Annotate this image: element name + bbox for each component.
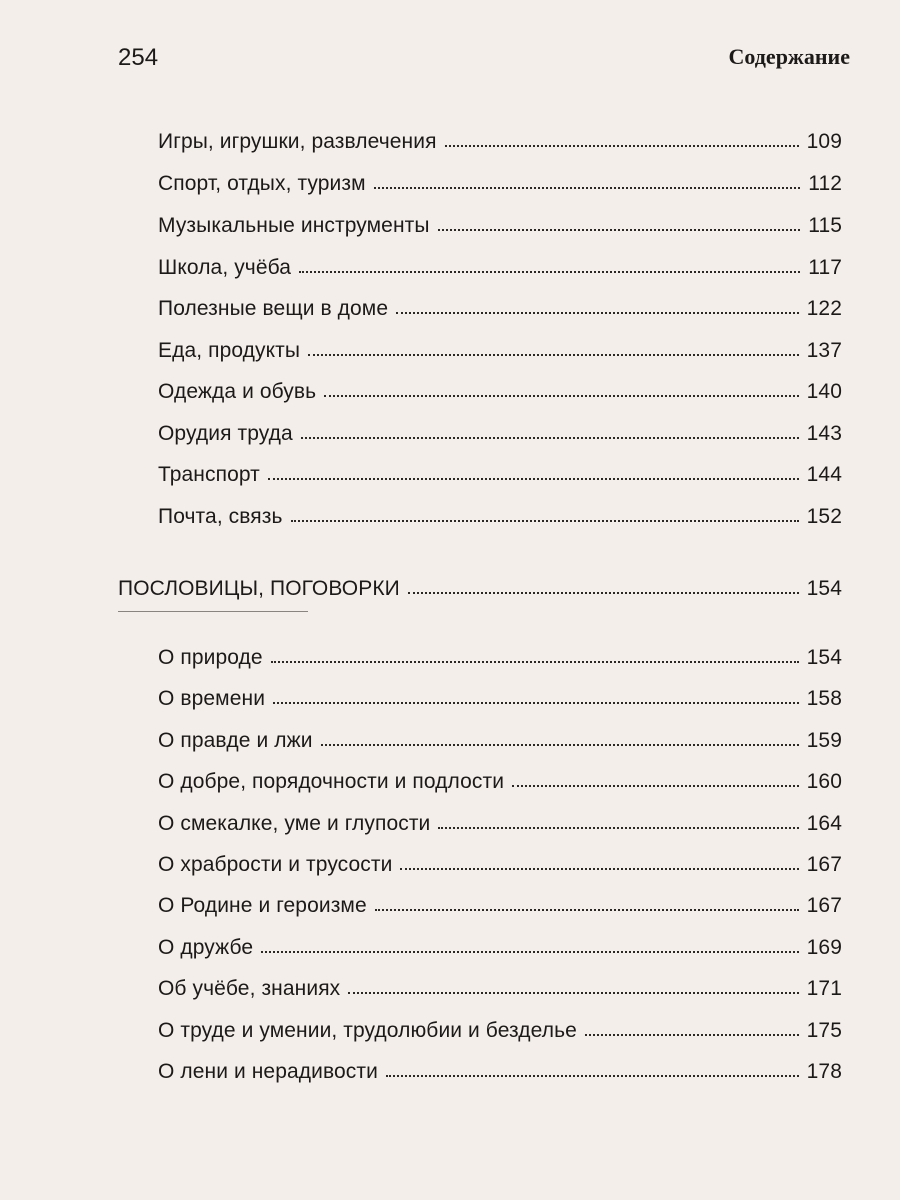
section-title: ПОСЛОВИЦЫ, ПОГОВОРКИ xyxy=(118,577,400,600)
dot-leader xyxy=(396,312,799,314)
dot-leader xyxy=(268,478,799,480)
toc-entry[interactable] xyxy=(158,640,842,670)
toc-entry[interactable] xyxy=(158,457,842,487)
toc-entry[interactable] xyxy=(158,416,842,446)
toc-entry[interactable] xyxy=(158,208,842,238)
entry-page-number: 140 xyxy=(806,380,842,403)
entry-title: О добре, порядочности и подлости xyxy=(158,770,505,793)
toc-entry[interactable] xyxy=(158,764,842,794)
toc-entry[interactable] xyxy=(158,250,842,280)
toc-entry[interactable] xyxy=(158,374,842,404)
dot-leader xyxy=(386,1075,799,1077)
dot-leader xyxy=(261,951,798,953)
dot-leader xyxy=(512,785,799,787)
section-underline xyxy=(118,611,308,612)
entry-title: Еда, продукты xyxy=(158,339,301,362)
entry-page-number: 115 xyxy=(808,214,842,237)
toc-entry[interactable] xyxy=(158,930,842,960)
entry-page-number: 143 xyxy=(806,422,842,445)
entry-page-number: 109 xyxy=(806,130,842,153)
toc-entry[interactable] xyxy=(158,499,842,529)
entry-page-number: 137 xyxy=(806,339,842,362)
entry-page-number: 160 xyxy=(806,770,842,793)
dot-leader xyxy=(299,271,800,273)
toc-entry[interactable] xyxy=(158,681,842,711)
dot-leader xyxy=(308,354,799,356)
toc-entry[interactable] xyxy=(158,888,842,918)
entry-page-number: 112 xyxy=(808,172,842,195)
toc-entry[interactable] xyxy=(158,291,842,321)
entry-title: Игры, игрушки, развлечения xyxy=(158,130,437,153)
entry-page-number: 154 xyxy=(806,646,842,669)
entry-title: Об учёбе, знаниях xyxy=(158,977,341,1000)
entry-page-number: 178 xyxy=(806,1060,842,1083)
entry-title: О природе xyxy=(158,646,263,669)
entry-title: О правде и лжи xyxy=(158,729,313,752)
entry-page-number: 167 xyxy=(806,894,842,917)
entry-title: Почта, связь xyxy=(158,505,283,528)
toc-entry[interactable] xyxy=(158,1054,842,1084)
dot-leader xyxy=(324,395,798,397)
dot-leader xyxy=(445,145,799,147)
entry-title: Музыкальные инструменты xyxy=(158,214,430,237)
entry-title: Транспорт xyxy=(158,463,260,486)
toc-entry[interactable] xyxy=(158,971,842,1001)
entry-page-number: 122 xyxy=(806,297,842,320)
dot-leader xyxy=(321,744,799,746)
dot-leader xyxy=(375,909,799,911)
dot-leader xyxy=(301,437,799,439)
entry-page-number: 171 xyxy=(806,977,842,1000)
entry-title: О Родине и героизме xyxy=(158,894,367,917)
dot-leader xyxy=(348,992,798,994)
entry-page-number: 117 xyxy=(808,256,842,279)
entry-title: Полезные вещи в доме xyxy=(158,297,389,320)
entry-title: О лени и нерадивости xyxy=(158,1060,378,1083)
entry-page-number: 154 xyxy=(806,577,842,600)
toc-entry[interactable] xyxy=(158,333,842,363)
entry-page-number: 144 xyxy=(806,463,842,486)
entry-title: О дружбе xyxy=(158,936,254,959)
entry-page-number: 159 xyxy=(806,729,842,752)
entry-title: Спорт, отдых, туризм xyxy=(158,172,366,195)
entry-title: Одежда и обувь xyxy=(158,380,317,403)
toc-entry[interactable] xyxy=(158,166,842,196)
dot-leader xyxy=(400,868,798,870)
toc-entry[interactable] xyxy=(158,723,842,753)
toc-entry[interactable] xyxy=(158,806,842,836)
entry-title: Орудия труда xyxy=(158,422,293,445)
toc-entry[interactable] xyxy=(158,124,842,154)
entry-title: Школа, учёба xyxy=(158,256,292,279)
entry-title: О смекалке, уме и глупости xyxy=(158,812,431,835)
dot-leader xyxy=(291,520,799,522)
dot-leader xyxy=(408,592,799,594)
entry-page-number: 158 xyxy=(806,687,842,710)
toc-entry[interactable] xyxy=(158,847,842,877)
entry-title: О храбрости и трусости xyxy=(158,853,393,876)
toc-entry[interactable] xyxy=(158,1013,842,1043)
dot-leader xyxy=(271,661,799,663)
running-head: Содержание xyxy=(728,44,850,69)
dot-leader xyxy=(585,1034,799,1036)
entry-title: О труде и умении, трудолюбии и безделье xyxy=(158,1019,577,1042)
dot-leader xyxy=(374,187,801,189)
entry-title: О времени xyxy=(158,687,266,710)
entry-page-number: 169 xyxy=(806,936,842,959)
entry-page-number: 152 xyxy=(806,505,842,528)
dot-leader xyxy=(273,702,799,704)
dot-leader xyxy=(438,229,801,231)
entry-page-number: 175 xyxy=(806,1019,842,1042)
toc-section-entry[interactable] xyxy=(118,571,842,601)
entry-page-number: 164 xyxy=(806,812,842,835)
dot-leader xyxy=(438,827,798,829)
entry-page-number: 167 xyxy=(806,853,842,876)
page-number: 254 xyxy=(118,44,159,71)
